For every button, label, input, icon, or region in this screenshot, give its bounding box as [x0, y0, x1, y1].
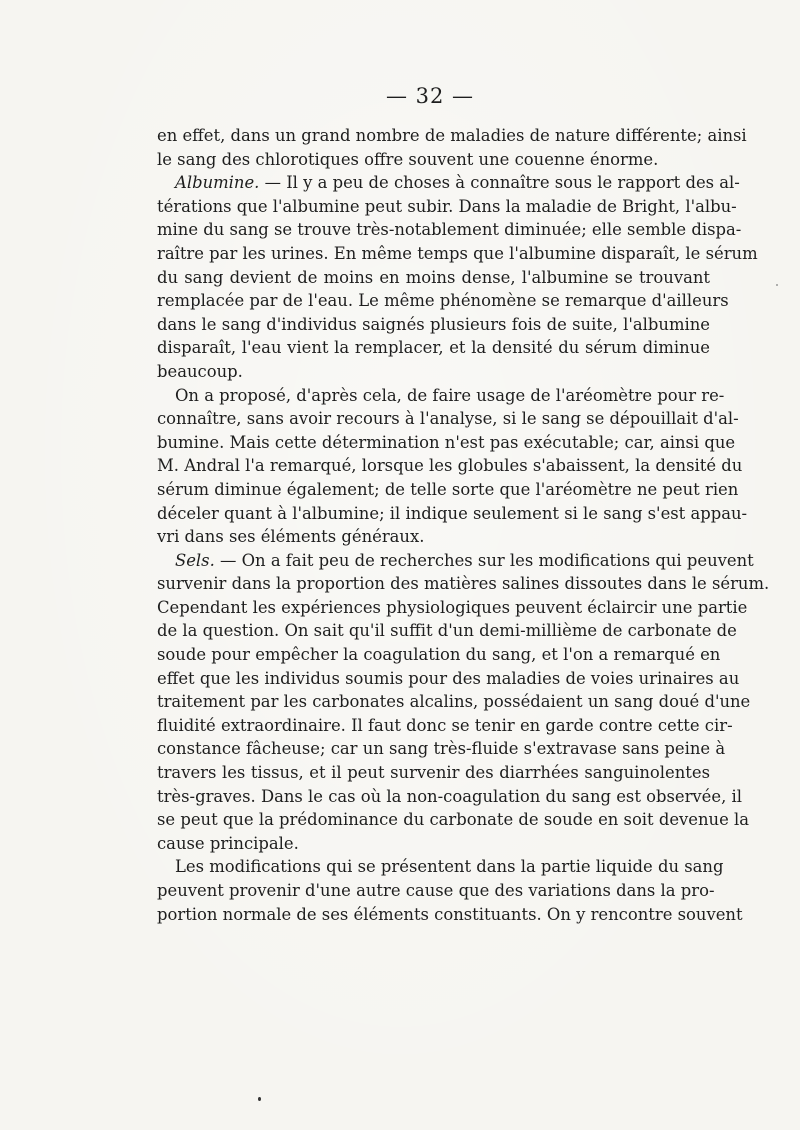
- text-line: survenir dans la proportion des matières salines dissoutes dans le sérum.: [157, 574, 770, 594]
- text-line: dans le sang d'individus saignés plusieurs fois de suite, l'albumine: [157, 314, 710, 334]
- text-line: peuvent provenir d'une autre cause que des variations dans la pro-: [157, 881, 715, 900]
- text-line: le sang des chlorotiques offre souvent une couenne énorme.: [157, 149, 659, 169]
- paragraph-albumine: [157, 171, 758, 383]
- text-line: [157, 171, 740, 195]
- text-line: constance fâcheuse; car un sang très-fluide s'extravase sans peine à: [157, 739, 726, 759]
- text-line: traitement par les carbonates alcalins, possédaient un sang doué d'une: [157, 692, 751, 712]
- ink-speck: [258, 1097, 261, 1101]
- paragraph: [157, 124, 747, 171]
- text-line: de la question. On sait qu'il suffit d'un demi-millième de carbonate de: [157, 621, 737, 641]
- text-line: connaître, sans avoir recours à l'analyse, si le sang se dépouillait d'al-: [157, 409, 739, 429]
- text-line: déceler quant à l'albumine; il indique seulement si le sang s'est appau-: [157, 503, 748, 523]
- ink-speck: [776, 284, 778, 286]
- text-line-content: — Il y a peu de choses à connaître sous le rapport des al-: [264, 173, 740, 193]
- text-line: Les modifications qui se présentent dans la partie liquide du sang: [175, 857, 724, 877]
- paragraph-sels: [157, 549, 770, 856]
- text-line: portion normale de ses éléments constituants. On y rencontre souvent: [157, 904, 743, 924]
- text-line: beaucoup.: [157, 361, 243, 381]
- text-line: mine du sang se trouve très-notablement diminuée; elle semble dispa-: [157, 220, 742, 240]
- text-line: travers les tissus, et il peut survenir des diarrhées sanguinolentes: [157, 763, 710, 783]
- text-line: très-graves. Dans le cas où la non-coagulation du sang est observée, il: [157, 786, 742, 806]
- text-line: cause principale.: [157, 833, 299, 853]
- text-line: du sang devient de moins en moins dense, l'albumine se trouvant: [157, 267, 710, 287]
- text-line: térations que l'albumine peut subir. Dans la maladie de Bright, l'albu-: [157, 196, 737, 216]
- section-heading-albumine: Albumine.: [175, 173, 260, 193]
- paragraph: [157, 384, 748, 549]
- text-line: bumine. Mais cette détermination n'est pas exécutable; car, ainsi que: [157, 432, 736, 452]
- text-line: se peut que la prédominance du carbonate de soude en soit devenue la: [157, 810, 750, 830]
- text-line-content: — On a fait peu de recherches sur les modifications qui peuvent: [220, 550, 754, 570]
- paragraph: [157, 855, 743, 926]
- text-line: Cependant les expériences physiologiques peuvent éclaircir une partie: [157, 597, 748, 617]
- page-number: — 32 —: [385, 84, 475, 108]
- text-line: [157, 549, 754, 573]
- text-line: en effet, dans un grand nombre de maladies de nature différente; ainsi: [157, 126, 747, 145]
- text-line: vri dans ses éléments généraux.: [157, 527, 425, 547]
- text-line: M. Andral l'a remarqué, lorsque les globules s'abaissent, la densité du: [157, 456, 743, 476]
- body-text: [157, 124, 770, 926]
- text-line: remplacée par de l'eau. Le même phénomène se remarque d'ailleurs: [157, 291, 729, 311]
- text-line: soude pour empêcher la coagulation du sang, et l'on a remarqué en: [157, 645, 721, 665]
- text-line: On a proposé, d'après cela, de faire usage de l'aréomètre pour re-: [175, 385, 725, 405]
- text-line: raître par les urines. En même temps que l'albumine disparaît, le sérum: [157, 243, 758, 263]
- text-line: sérum diminue également; de telle sorte que l'aréomètre ne peut rien: [157, 479, 739, 499]
- section-heading-sels: Sels.: [175, 550, 215, 570]
- text-line: disparaît, l'eau vient la remplacer, et la densité du sérum diminue: [157, 338, 710, 358]
- text-line: fluidité extraordinaire. Il faut donc se tenir en garde contre cette cir-: [157, 715, 733, 735]
- text-line: effet que les individus soumis pour des maladies de voies urinaires au: [157, 668, 740, 688]
